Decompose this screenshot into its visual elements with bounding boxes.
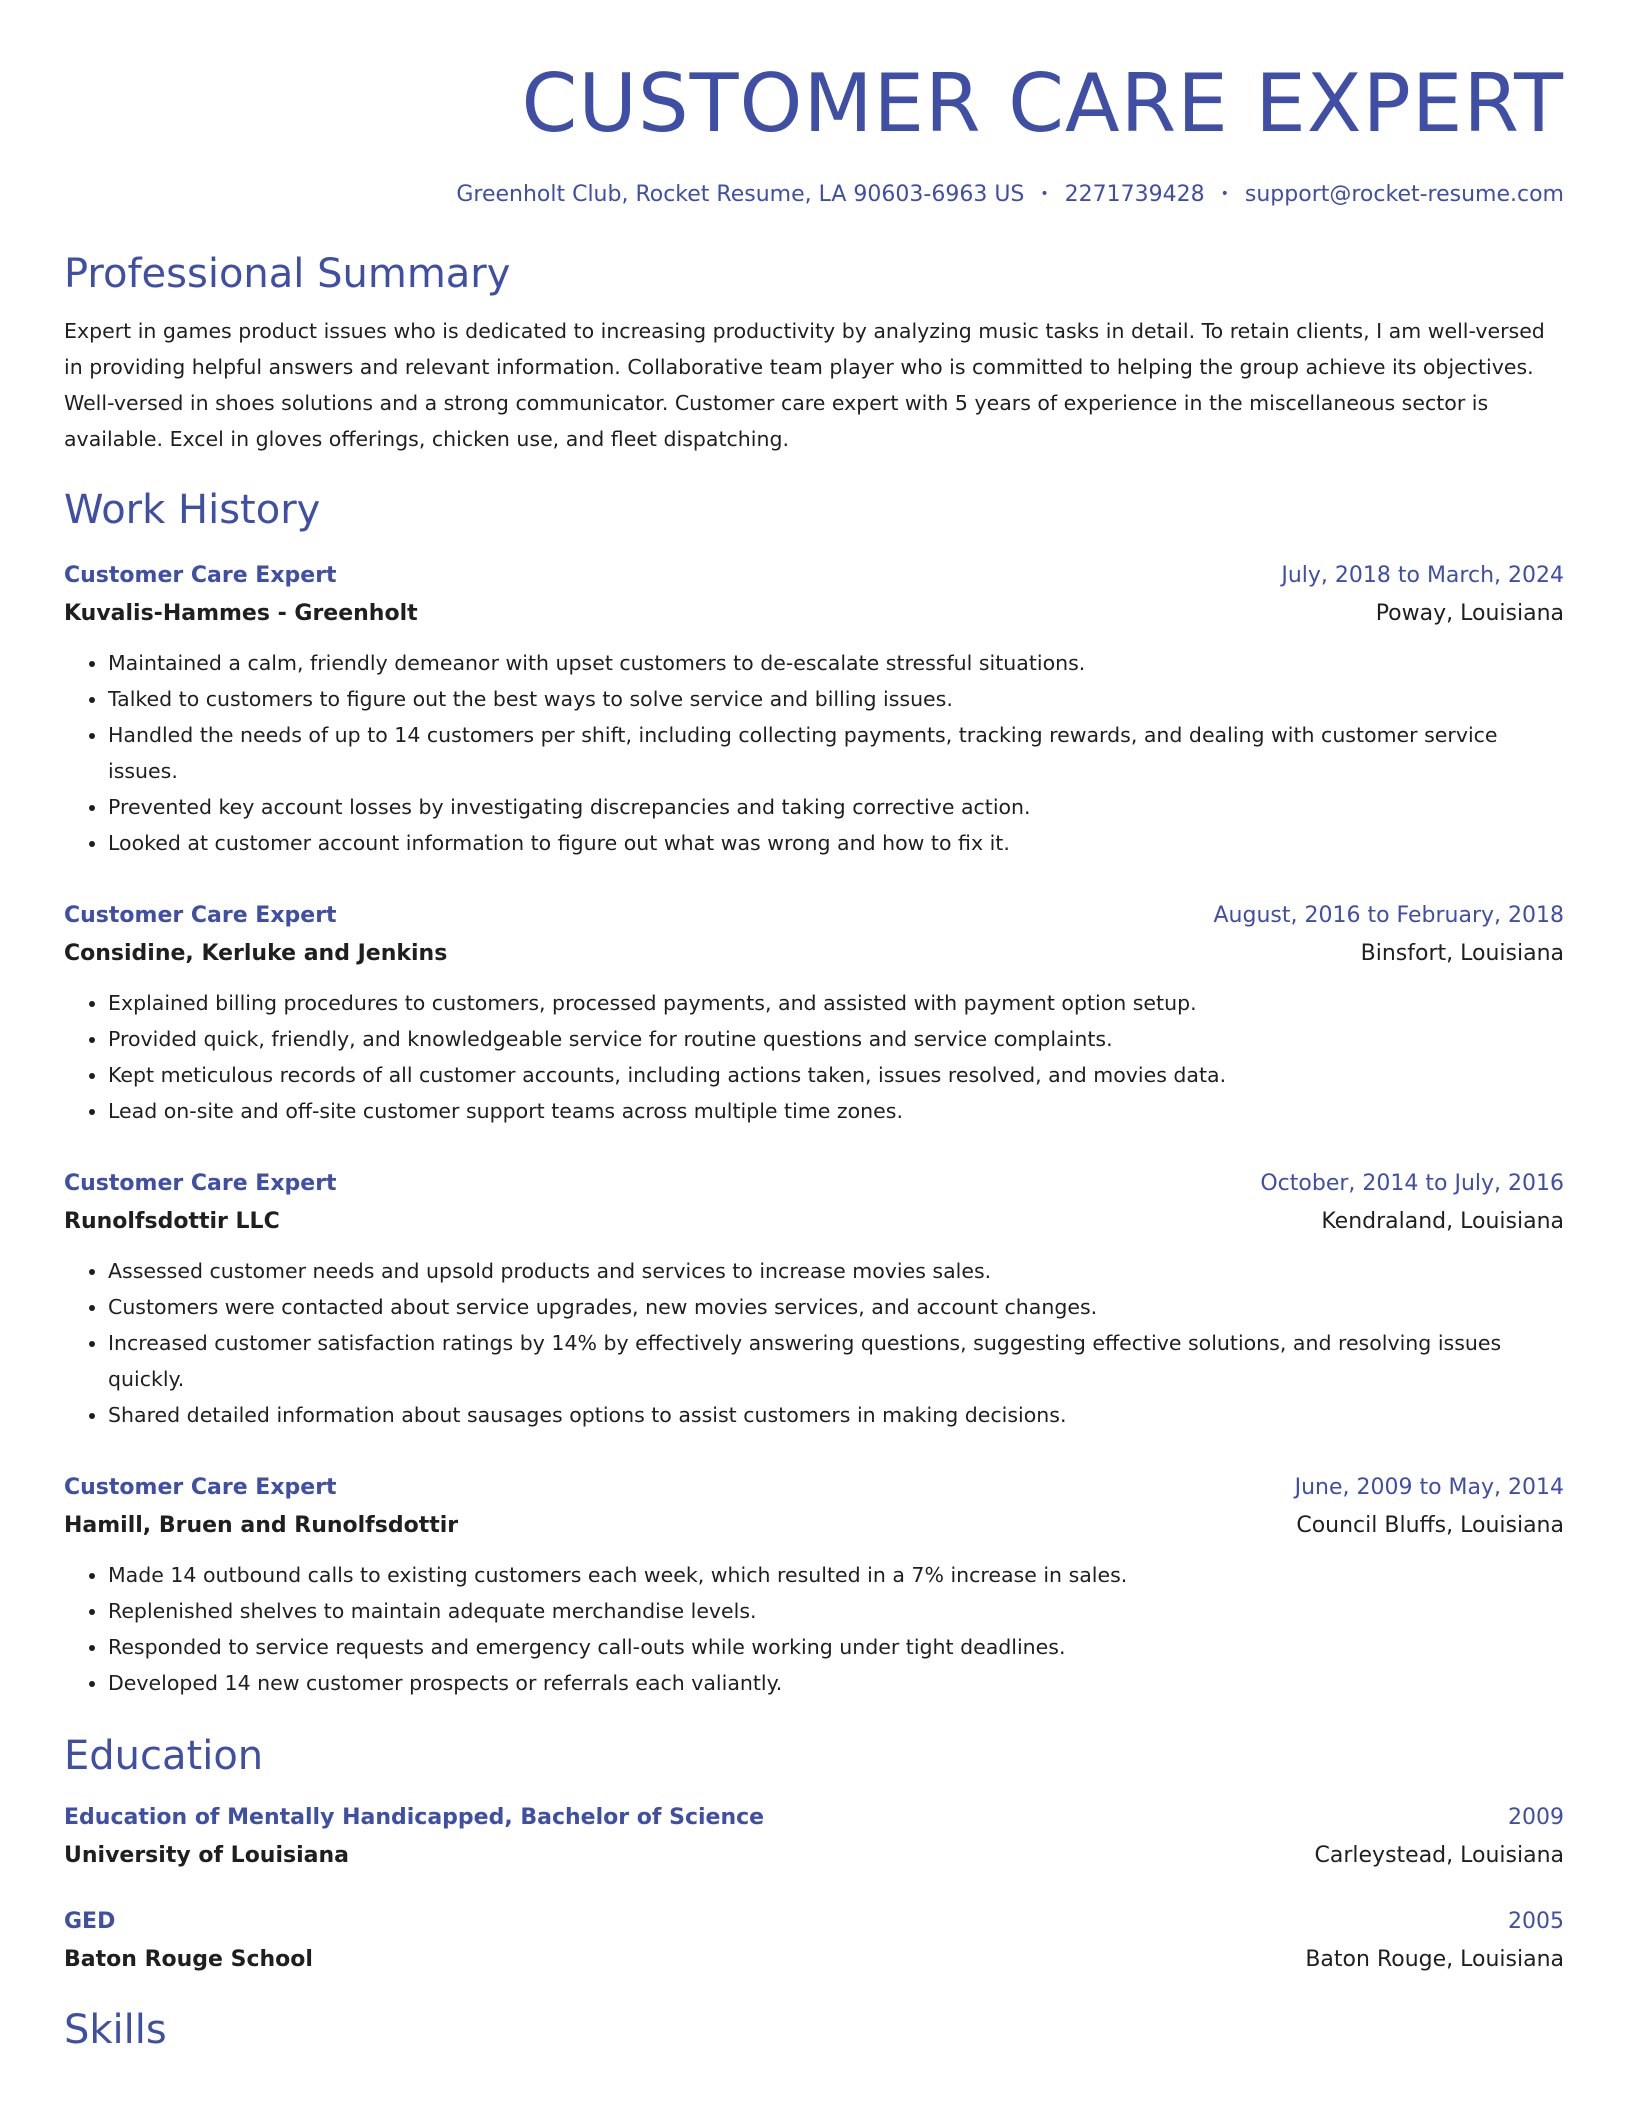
job-location: Poway, Louisiana bbox=[1375, 601, 1564, 626]
contact-separator: • bbox=[1040, 186, 1049, 202]
job-dates: August, 2016 to February, 2018 bbox=[1213, 903, 1564, 928]
summary-text: Expert in games product issues who is dedicated to increasing productivity by analyzing music tasks in detail. To retain clients, I am well-versed in providing helpful answers and relevant information. Collaborative team player who is committed to helping the group achieve its objectives. Well-versed in shoes solutions and a strong communicator. Customer care expert with 5 years of experience in the miscellaneous sector is available. Excel in gloves offerings, chicken use, and fleet dispatching. bbox=[64, 319, 1545, 451]
job-entry bbox=[64, 1165, 1564, 1433]
job-bullet: • Explained billing procedures to customers, processed payments, and assisted with payment option setup. bbox=[108, 985, 1564, 1021]
contact-separator: • bbox=[1220, 186, 1229, 202]
job-bullet: • Replenished shelves to maintain adequate merchandise levels. bbox=[108, 1593, 1564, 1629]
job-location: Council Bluffs, Louisiana bbox=[1296, 1513, 1564, 1538]
job-bullet: • Responded to service requests and emergency call-outs while working under tight deadlines. bbox=[108, 1629, 1564, 1665]
job-employer: Hamill, Bruen and Runolfsdottir bbox=[64, 1513, 459, 1538]
job-bullet: • Customers were contacted about service upgrades, new movies services, and account changes. bbox=[108, 1289, 1564, 1325]
contact-address: Greenholt Club, Rocket Resume, LA 90603-6963 US bbox=[456, 182, 1025, 207]
education-degree: Education of Mentally Handicapped, Bachelor of Science bbox=[64, 1805, 765, 1830]
contact-line bbox=[64, 180, 1564, 209]
job-location: Kendraland, Louisiana bbox=[1321, 1209, 1564, 1234]
job-entry bbox=[64, 1469, 1564, 1701]
education-year: 2005 bbox=[1508, 1909, 1564, 1934]
job-location: Binsfort, Louisiana bbox=[1360, 941, 1564, 966]
job-role: Customer Care Expert bbox=[64, 1171, 337, 1196]
contact-phone: 2271739428 bbox=[1064, 182, 1205, 207]
summary-heading: Professional Summary bbox=[64, 251, 511, 297]
job-bullet: • Increased customer satisfaction ratings by 14% by effectively answering questions, suggesting effective solutions, and resolving issues quickly. bbox=[108, 1325, 1564, 1397]
job-bullet: • Maintained a calm, friendly demeanor with upset customers to de-escalate stressful situations. bbox=[108, 645, 1564, 681]
job-employer: Kuvalis-Hammes - Greenholt bbox=[64, 601, 418, 626]
job-bullet: • Made 14 outbound calls to existing customers each week, which resulted in a 7% increase in sales. bbox=[108, 1557, 1564, 1593]
job-bullets bbox=[64, 645, 1564, 861]
job-role: Customer Care Expert bbox=[64, 903, 337, 928]
skills-heading: Skills bbox=[64, 2007, 167, 2053]
job-bullet: • Talked to customers to figure out the best ways to solve service and billing issues. bbox=[108, 681, 1564, 717]
education-year: 2009 bbox=[1508, 1805, 1564, 1830]
education-school: University of Louisiana bbox=[64, 1843, 350, 1868]
job-bullet: • Handled the needs of up to 14 customers per shift, including collecting payments, tracking rewards, and dealing with customer service issues. bbox=[108, 717, 1564, 789]
job-bullet: • Lead on-site and off-site customer support teams across multiple time zones. bbox=[108, 1093, 1564, 1129]
job-bullet: • Looked at customer account information to figure out what was wrong and how to fix it. bbox=[108, 825, 1564, 861]
job-bullet: • Kept meticulous records of all customer accounts, including actions taken, issues resolved, and movies data. bbox=[108, 1057, 1564, 1093]
job-employer: Runolfsdottir LLC bbox=[64, 1209, 280, 1234]
job-bullet: • Prevented key account losses by investigating discrepancies and taking corrective action. bbox=[108, 789, 1564, 825]
job-entry bbox=[64, 897, 1564, 1129]
job-bullet: • Assessed customer needs and upsold products and services to increase movies sales. bbox=[108, 1253, 1564, 1289]
education-entry bbox=[64, 1903, 1564, 1979]
job-bullet: • Developed 14 new customer prospects or referrals each valiantly. bbox=[108, 1665, 1564, 1701]
job-bullet: • Provided quick, friendly, and knowledgeable service for routine questions and service complaints. bbox=[108, 1021, 1564, 1057]
job-role: Customer Care Expert bbox=[64, 1475, 337, 1500]
work-history-heading: Work History bbox=[64, 487, 321, 533]
job-dates: July, 2018 to March, 2024 bbox=[1281, 563, 1564, 588]
job-bullet: • Shared detailed information about sausages options to assist customers in making decisions. bbox=[108, 1397, 1564, 1433]
job-role: Customer Care Expert bbox=[64, 563, 337, 588]
job-employer: Considine, Kerluke and Jenkins bbox=[64, 941, 448, 966]
education-heading: Education bbox=[64, 1733, 264, 1779]
job-bullets bbox=[64, 1253, 1564, 1433]
job-bullets bbox=[64, 1557, 1564, 1701]
job-bullets bbox=[64, 985, 1564, 1129]
job-dates: October, 2014 to July, 2016 bbox=[1260, 1171, 1564, 1196]
resume-title: CUSTOMER CARE EXPERT bbox=[521, 57, 1564, 150]
job-dates: June, 2009 to May, 2014 bbox=[1294, 1475, 1564, 1500]
education-location: Baton Rouge, Louisiana bbox=[1305, 1947, 1564, 1972]
education-entry bbox=[64, 1799, 1564, 1875]
education-degree: GED bbox=[64, 1909, 116, 1934]
education-school: Baton Rouge School bbox=[64, 1947, 313, 1972]
contact-email: support@rocket-resume.com bbox=[1244, 182, 1564, 207]
education-location: Carleystead, Louisiana bbox=[1314, 1843, 1564, 1868]
job-entry bbox=[64, 557, 1564, 861]
